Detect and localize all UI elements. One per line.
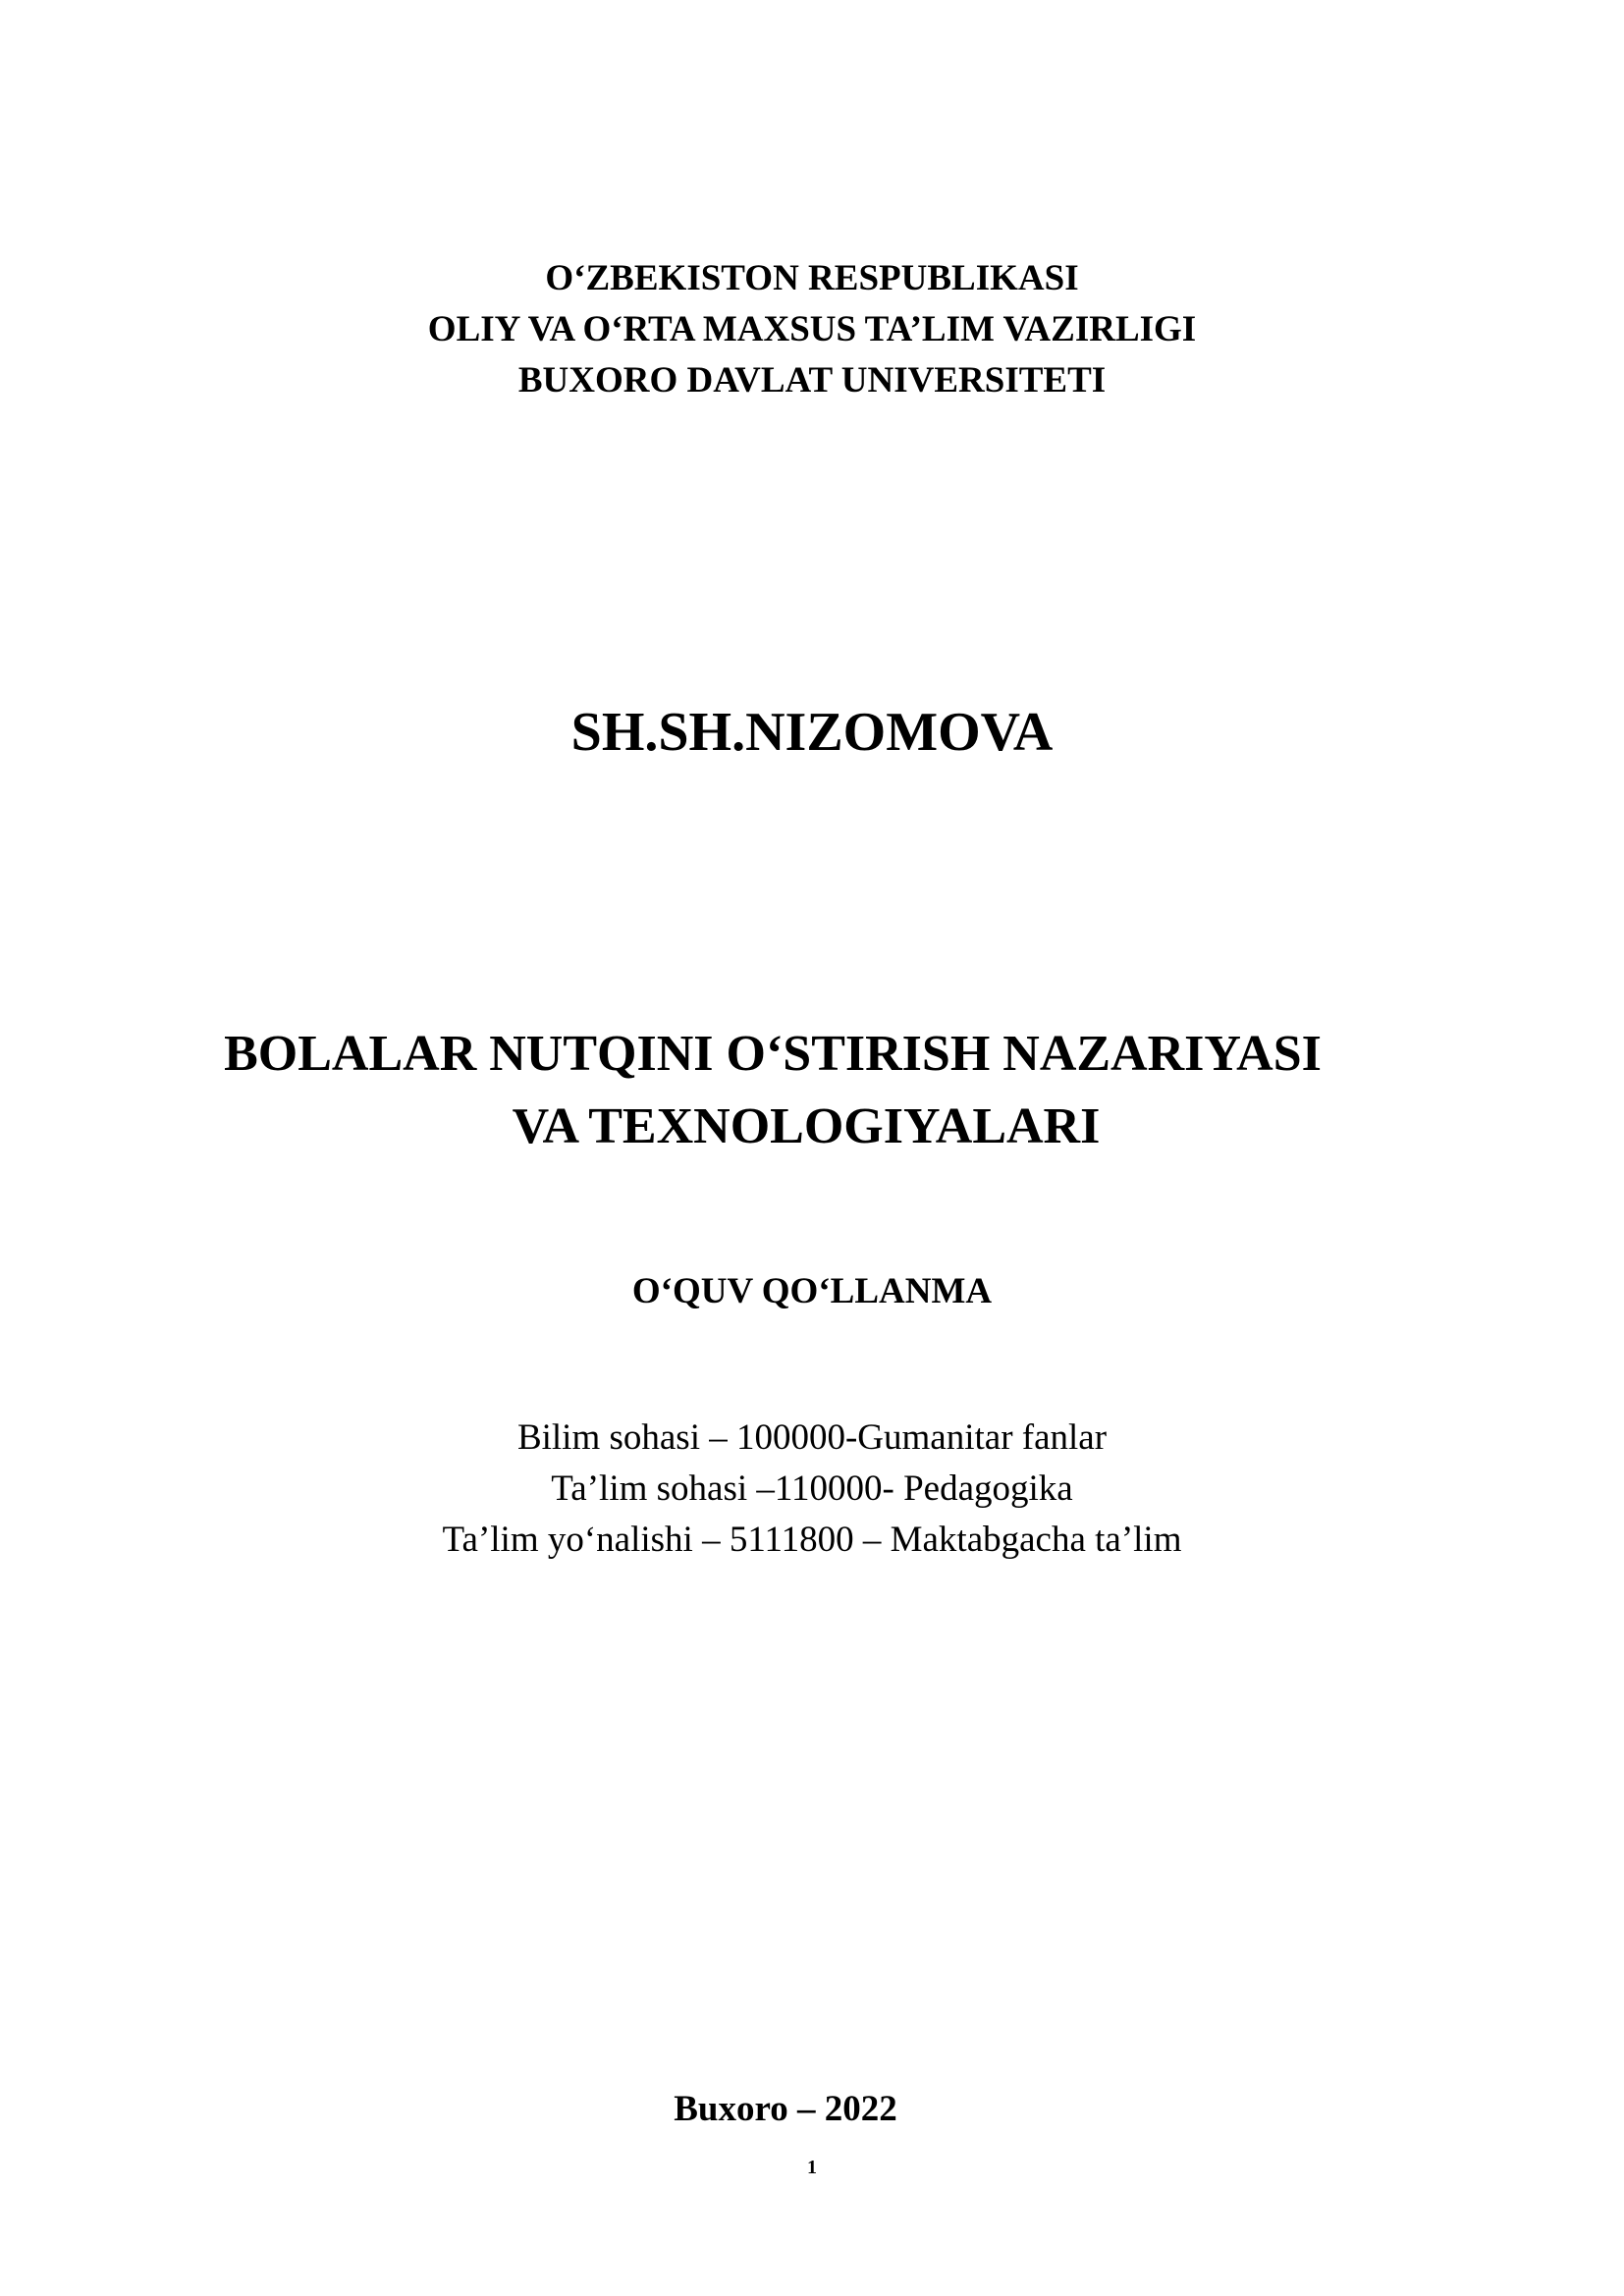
book-title-line-1: BOLALAR NUTQINI O‘STIRISH NAZARIYASI xyxy=(224,1026,1322,1082)
author-name: SH.SH.NIZOMOVA xyxy=(570,702,1054,763)
education-area: Ta’lim sohasi –110000- Pedagogika xyxy=(551,1468,1073,1509)
knowledge-area: Bilim sohasi – 100000-Gumanitar fanlar xyxy=(516,1417,1108,1458)
education-direction: Ta’lim yo‘nalishi – 5111800 – Maktabgacha ta’lim xyxy=(442,1520,1182,1560)
place-and-year: Buxoro – 2022 xyxy=(674,2089,897,2129)
header-country: O‘ZBEKISTON RESPUBLIKASI xyxy=(545,258,1079,298)
page-number: 1 xyxy=(807,2157,817,2178)
book-subtitle: O‘QUV QO‘LLANMA xyxy=(631,1271,993,1311)
header-ministry: OLIY VA O‘RTA MAXSUS TA’LIM VAZIRLIGI xyxy=(427,309,1197,349)
header-university: BUXORO DAVLAT UNIVERSITETI xyxy=(517,360,1107,400)
book-title-line-2: VA TEXNOLOGIYALARI xyxy=(512,1098,1101,1154)
